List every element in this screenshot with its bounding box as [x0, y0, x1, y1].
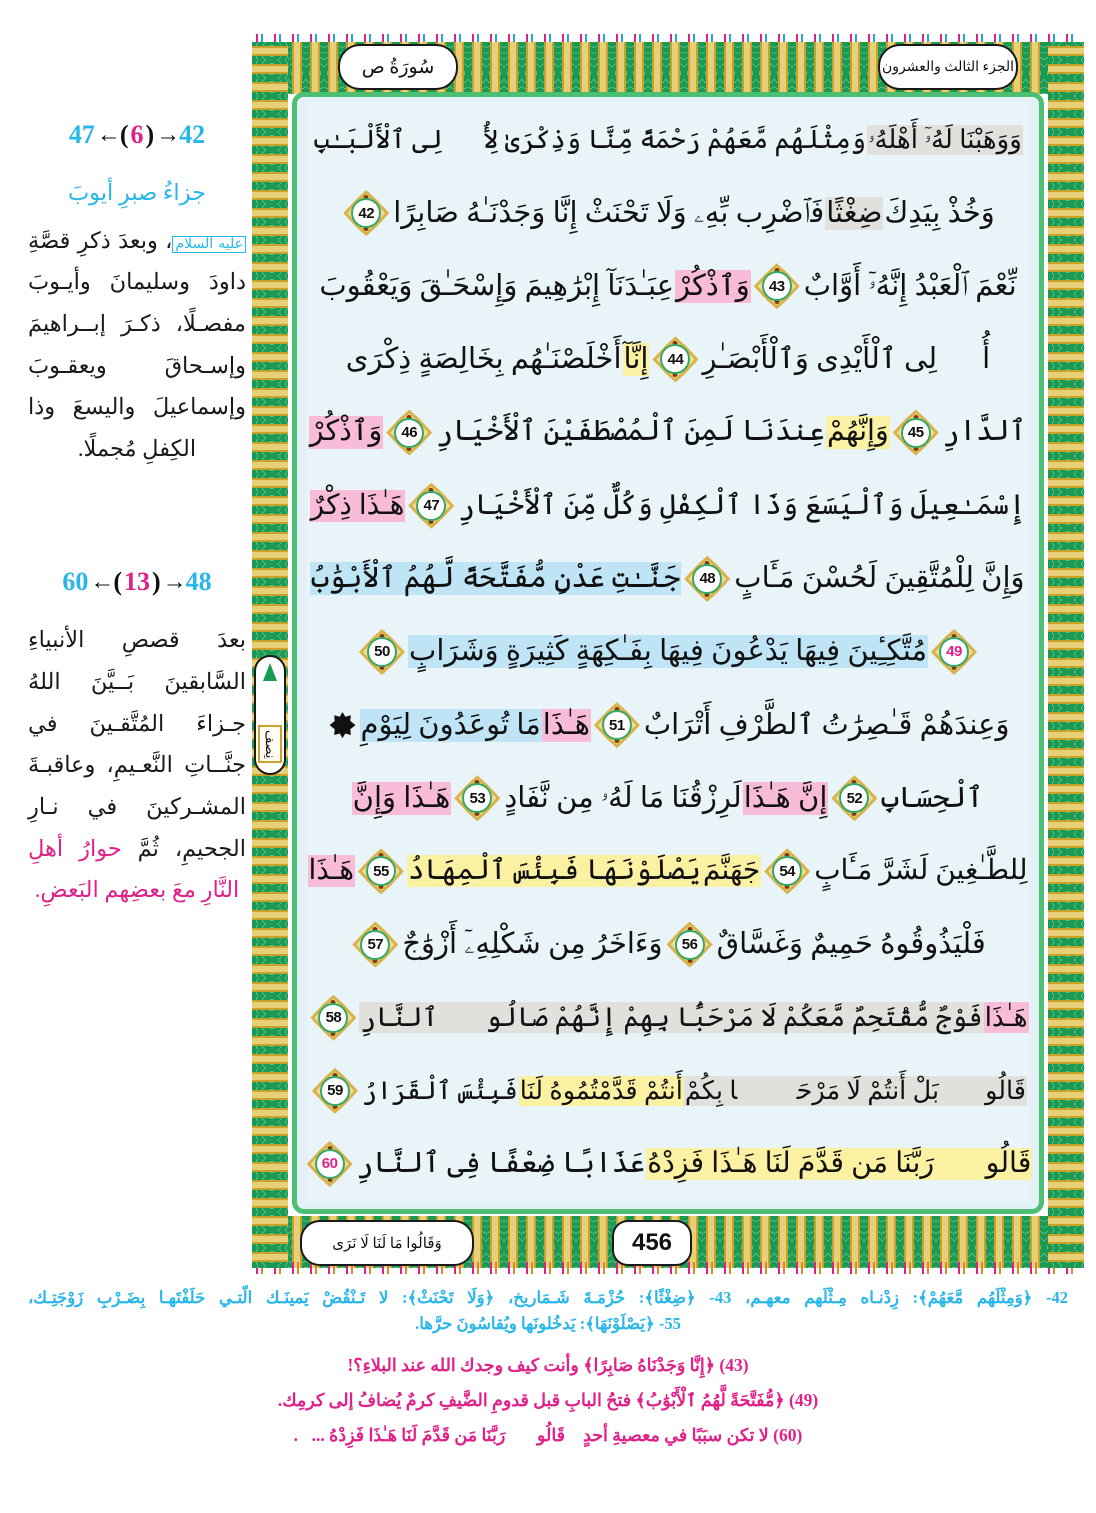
ayah-text-segment: وَٱذْكُرْ [309, 416, 383, 448]
surah-title-text: سُورَةُ ص [361, 56, 435, 78]
ayah-line [311, 107, 1025, 173]
nisf-half-juz-marker [254, 655, 286, 775]
ayah-line [311, 546, 1025, 612]
guidance-footnotes [28, 1348, 1068, 1453]
ayah-number-marker[interactable] [386, 410, 432, 456]
right-arrow-icon-2: → [162, 568, 184, 595]
footnotes-section [28, 1285, 1068, 1453]
ayah-text-segment: لِلطَّـٰغِينَ لَشَرَّ مَـَٔابٍ [814, 855, 1028, 887]
ayah-number-text: 46 [401, 424, 418, 442]
ayah-number-marker[interactable] [359, 629, 405, 675]
ayah-line [311, 400, 1025, 466]
ayah-text-segment: ٱلْحِسَابِ [881, 781, 984, 814]
ayah-number-text: 50 [374, 643, 390, 661]
ayah-text-segment: فَلْيَذُوقُوهُ حَمِيمٌ وَغَسَّاقٌ [716, 928, 986, 961]
ayah-line [311, 985, 1028, 1051]
ayah-text-segment: إِسْمَـٰعِيلَ وَٱلْيَسَعَ وَذَا ٱلْكِفْلِ وَكُلٌّ مِّنَ ٱلْأَخْيَارِ [458, 489, 1026, 521]
ayah-number-marker[interactable] [684, 556, 730, 602]
ayah-line [311, 1058, 1025, 1124]
ayah-number-text: 57 [367, 936, 384, 954]
ayah-number-text: 44 [667, 350, 684, 368]
guidance-footnote-60: (60) لا تكن سبَبًا في معصيةِ أحدٍ ﴿قَالُوا۟ رَبَّنَا مَن قَدَّمَ لَنَا هَـٰذَا فَزِدْهُ ...﴾. [293, 1425, 803, 1446]
ayah-text-segment: وَمِثْلَهُم مَّعَهُمْ رَحْمَةً مِّنَّا وَذِكْرَىٰ لِأُو۟لِى ٱلْأَلْبَـٰبِ [314, 125, 866, 154]
ayah-number-text: 52 [846, 789, 863, 807]
ayah-line [311, 326, 1025, 392]
verse-range-1-to: 47 [68, 120, 95, 149]
ayah-number-marker[interactable] [310, 995, 356, 1041]
ayah-number-marker[interactable] [667, 922, 713, 968]
right-arrow-icon: → [156, 121, 178, 148]
ayah-text-segment: مُتَّكِـِٔينَ فِيهَا يَدْعُونَ فِيهَا بِفَـٰكِهَةٍ كَثِيرَةٍ وَشَرَابٍ [409, 635, 927, 668]
ayah-text-segment: هَـٰذَا ذِكْرٌ [310, 489, 405, 521]
ayah-text-segment: فَٱضْرِب بِّهِۦ وَلَا تَحْنَثْ إِنَّا وَجَدْنَـٰهُ صَابِرًا [393, 196, 825, 229]
verse-range-2-to: 60 [62, 567, 89, 597]
ayah-text-segment: جَنَّـٰتِ عَدْنٍ مُّفَتَّحَةً لَّهُمُ ٱلْأَبْوَٰبُ [311, 562, 681, 595]
guidance-footnote-49: (49) ﴿مُّفَتَّحَةً لَّهُمُ ٱلْأَبْوَٰبُ﴾ فتحُ البابِ قبل قدومِ الضَّيفِ كرمٌ يُضافُ إلى كرمِك. [277, 1390, 819, 1411]
ayah-text-segment: فَوْجٌ مُّقْتَحِمٌ مَّعَكُمْ لَا مَرْحَبًۢا بِهِمْ إِنَّهُمْ صَالُوا۟ ٱلنَّارِ [360, 1002, 983, 1033]
ayah-text-segment: قَالُوا۟ رَبَّنَا مَن قَدَّمَ لَنَا هَـٰذَا فَزِدْهُ [647, 1147, 1032, 1179]
ayah-number-marker[interactable] [764, 848, 810, 894]
sidebar-block-2 [28, 567, 246, 910]
ayah-text-segment: هَـٰذَا [308, 855, 354, 887]
ayah-number-text: 42 [358, 204, 375, 222]
ayah-line [311, 1131, 1032, 1197]
ayah-line [311, 180, 1025, 246]
verse-range-1-count: 6 [130, 120, 144, 149]
left-arrow-icon: ← [96, 121, 118, 148]
ayah-number-text: 59 [327, 1082, 343, 1100]
ayah-number-marker[interactable] [652, 336, 698, 382]
ayah-line [311, 765, 1025, 831]
ayah-number-marker[interactable] [831, 775, 877, 821]
ayah-text-segment: وَعِندَهُمْ قَـٰصِرَٰتُ ٱلطَّرْفِ أَتْرَابٌ [643, 708, 1010, 741]
ayah-text-segment: قَالُوا۟ بَلْ أَنتُمْ لَا مَرْحَبًۢا بِكُمْ [684, 1076, 1026, 1106]
ayah-number-marker[interactable] [454, 775, 500, 821]
ayah-text-segment: مَا تُوعَدُونَ لِيَوْمِ [360, 708, 541, 741]
ayah-number-text: 45 [907, 424, 924, 442]
ayah-text-segment: فَبِئْسَ ٱلْقَرَارُ [361, 1076, 518, 1106]
verse-range-2-from: 48 [185, 567, 212, 597]
ayah-number-text: 58 [325, 1009, 342, 1027]
ayah-number-marker[interactable] [408, 483, 454, 529]
paren-close-1: ) [145, 120, 155, 149]
sidebar-commentary [28, 120, 246, 957]
verse-range-2 [28, 567, 246, 597]
ayah-number-text: 47 [423, 497, 440, 515]
honorific-badge: عليه السلام [172, 236, 246, 253]
ayah-text-segment: عِبَـٰدَنَآ إِبْرَٰهِيمَ وَإِسْحَـٰقَ وَيَعْقُوبَ [319, 269, 675, 302]
ayah-number-text: 53 [469, 789, 486, 807]
ayah-text-segment: عِندَنَا لَمِنَ ٱلْمُصْطَفَيْنَ ٱلْأَخْيَارِ [436, 416, 825, 448]
nisf-label: نِصف [258, 725, 282, 763]
lexical-footnotes [28, 1285, 1068, 1336]
juz-label-cartouche [878, 44, 1018, 90]
page-number-text: 456 [631, 1229, 673, 1256]
ayah-text-segment: هَـٰذَا [984, 1002, 1028, 1033]
ayah-line [311, 619, 1025, 685]
sidebar-body-2: بعدَ قصصِ الأنبياءِ السَّابقينَ بَــيَّنَ اللهُ جـزاءَ المُتَّقـينَ في جنَّــاتِ النَّعـيمِ، وعاقبـةَ المشـركينَ في نـارِ الجحيمِ، ثُمَّ [28, 627, 246, 861]
verse-range-1-from: 42 [179, 120, 206, 149]
ayah-text-segment: وَإِنَّ لِلْمُتَّقِينَ لَحُسْنَ مَـَٔابٍ [734, 562, 1025, 595]
verse-range-1 [28, 120, 246, 150]
ayah-line [311, 253, 1025, 319]
ayah-text-segment: إِنَّ هَـٰذَا [743, 781, 828, 814]
ayah-text-segment: هَـٰذَا وَإِنَّ [352, 781, 451, 814]
ayah-text-segment: وَخُذْ بِيَدِكَ [884, 196, 995, 229]
ayah-text-segment: أَخْلَصْنَـٰهُم بِخَالِصَةٍ ذِكْرَى [345, 342, 622, 375]
surah-title-cartouche [338, 44, 458, 90]
ayah-number-marker[interactable] [893, 410, 939, 456]
juz-label-text: الجزء الثالث والعشرون [881, 59, 1015, 75]
sidebar-title-1: جزاءُ صبرِ أيوبَ [67, 180, 207, 205]
ayah-number-text: 51 [609, 716, 625, 734]
ayah-number-marker[interactable] [931, 629, 977, 675]
sidebar-accent-2: حوارُ أهلِ النَّارِ معَ بعضِهم البَعضِ. [28, 835, 240, 903]
ayah-number-text: 54 [779, 862, 796, 880]
ayah-text-segment: يَصْلَوْنَهَا فَبِئْسَ ٱلْمِهَادُ [407, 855, 701, 887]
ayah-number-marker[interactable] [594, 702, 640, 748]
sidebar-block-1 [28, 120, 246, 469]
ayah-number-text: 60 [321, 1155, 338, 1173]
ayah-line [311, 692, 1025, 758]
lexical-footnote-line-2: 55- ﴿يَصْلَوْنَهَا﴾: يَدخُلونَها ويُقاسُونَ حرَّها. [415, 1313, 681, 1333]
ayah-text-segment: ضِغْثًا [826, 196, 883, 229]
ayah-text-segment: وَإِنَّهُمْ [827, 416, 889, 448]
sidebar-body-1: ، وبعدَ ذكرِ قصَّةِ داودَ وسليمانَ وأيـوبَ مفصـلًا، ذكـرَ إبــراهيمَ وإسـحاقَ ويعقـوبَ وإسماعيلَ واليسعَ وذا الكِفلِ مُجملًا. [28, 227, 246, 461]
quran-text-panel [292, 92, 1044, 1214]
ayah-text-segment: إِنَّآ [623, 342, 649, 375]
ayah-number-text: 56 [681, 936, 698, 954]
ayah-number-marker[interactable] [343, 190, 389, 236]
ayah-number-marker[interactable] [312, 1068, 358, 1114]
ornamental-border-right [1048, 42, 1084, 1268]
ayah-text-segment: وَٱذْكُرْ [676, 269, 750, 302]
catchword-text: وَقَالُوا مَا لَنَا لَا نَرَى [332, 1235, 442, 1252]
ayah-number-text: 49 [946, 643, 962, 661]
ayah-text-segment: أُو۟لِى ٱلْأَيْدِى وَٱلْأَبْصَـٰرِ [702, 342, 991, 375]
verse-range-2-count: 13 [124, 567, 150, 597]
ayah-text-segment: نِّعْمَ ٱلْعَبْدُ إِنَّهُۥٓ أَوَّابٌ [803, 269, 1017, 302]
catchword-cartouche [300, 1220, 474, 1266]
ayah-line [308, 838, 1028, 904]
ayah-number-marker[interactable] [754, 263, 800, 309]
lexical-footnote-line-1: 42- ﴿وَمِثْلَهُم مَّعَهُمْ﴾: زِدْنـاه مِـثْلَهم معهـم، 43- ﴿ضِغْثًا﴾: حُزْمَـةَ شَـمَاريخ، ﴿وَلَا تَحْنَثْ﴾: لا تَـنْقُضْ يَمينَـك الّتـي حَلَفْتَهـا بِضَـرْبِ زَوْجَتِـك، [28, 1288, 1068, 1307]
ayah-text-segment: أَنتُمْ قَدَّمْتُمُوهُ لَنَا [519, 1076, 683, 1106]
page-number-cartouche [612, 1220, 692, 1266]
ayah-text-segment: عَذَابًا ضِعْفًا فِى ٱلنَّارِ [356, 1147, 646, 1179]
ayah-text-segment: لَرِزْقُنَا مَا لَهُۥ مِن نَّفَادٍ [504, 781, 742, 814]
ayah-number-text: 43 [768, 277, 785, 295]
ayah-number-marker[interactable] [358, 848, 404, 894]
ayah-number-marker[interactable] [352, 922, 398, 968]
ayah-text-segment: جَهَنَّمَ [702, 855, 761, 887]
sidebar-text-2 [28, 619, 246, 910]
guidance-footnote-43: (43) ﴿إِنَّا وَجَدْنَاهُ صَابِرًا﴾ وأنت كيف وجدك الله عند البلاءِ؟! [347, 1355, 749, 1376]
rub-el-hizb-icon [330, 712, 356, 738]
ayah-line [311, 912, 1025, 978]
ayah-text-segment: ٱلدَّارِ [942, 416, 1027, 448]
ayah-number-text: 55 [373, 862, 389, 880]
quran-lines-container [307, 103, 1032, 1203]
paren-open-2: ( [113, 567, 122, 597]
ayah-text-segment: وَءَاخَرُ مِن شَكْلِهِۦٓ أَزْوَٰجٌ [402, 928, 663, 961]
ayah-line [311, 473, 1025, 539]
paren-close-2: ) [152, 567, 161, 597]
paren-open-1: ( [119, 120, 129, 149]
ayah-number-marker[interactable] [307, 1141, 353, 1187]
ayah-text-segment: هَـٰذَا [542, 708, 590, 741]
left-arrow-icon-2: ← [90, 568, 112, 595]
sidebar-text-1 [28, 172, 246, 469]
ayah-text-segment: وَوَهَبْنَا لَهُۥٓ أَهْلَهُۥ [867, 125, 1022, 154]
ayah-number-text: 48 [699, 570, 716, 588]
nisf-ornament-icon [263, 663, 277, 681]
